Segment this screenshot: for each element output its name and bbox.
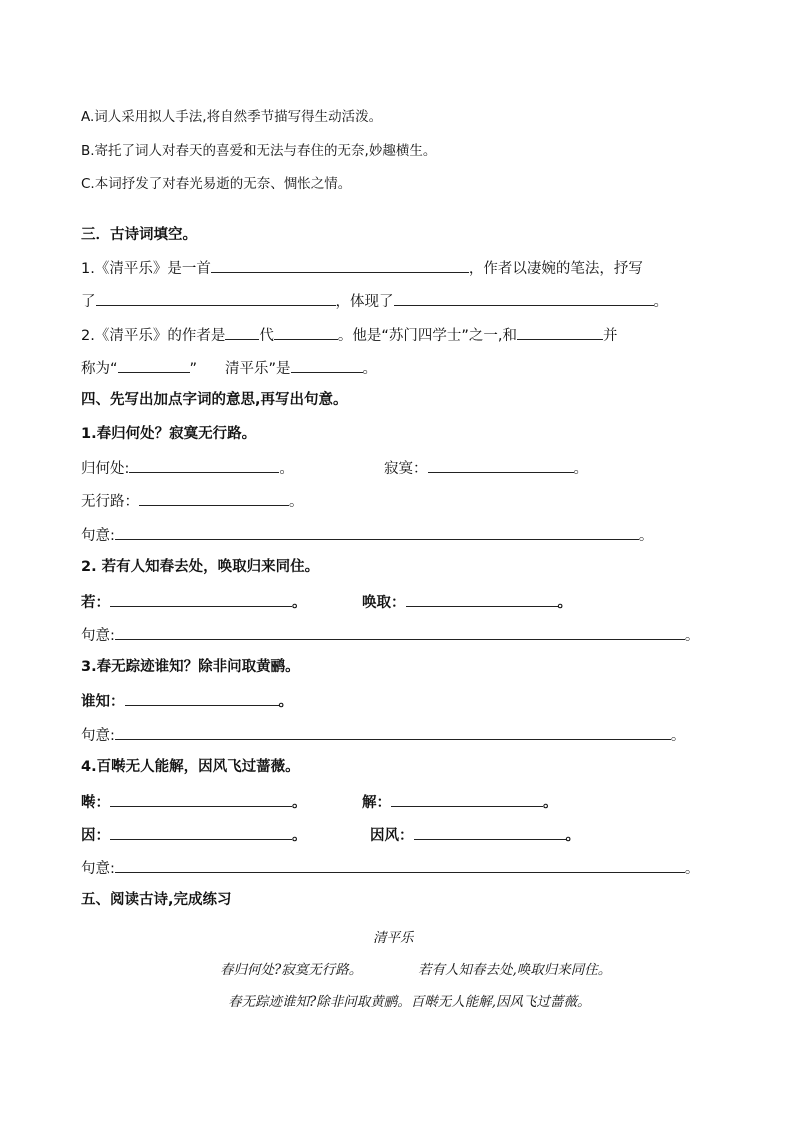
s3-q2-blank-author[interactable] [274, 324, 338, 340]
s4-q1-row1: 归何处: 。 [81, 457, 294, 479]
s3-q2-blank-title[interactable] [118, 357, 190, 373]
option-a: A.词人采用拟人手法,将自然季节描写得生动活泼。 [81, 109, 383, 125]
s3-q1-blank-content[interactable] [96, 290, 336, 306]
s4-q4-meaning: 句意: 。 [81, 857, 699, 879]
poem-title: 清平乐 [373, 930, 414, 946]
s4-q2-row1: 若： 。 [81, 591, 307, 613]
option-c: C.本词抒发了对春光易逝的无奈、惆怅之情。 [81, 176, 352, 192]
s3-q1-line2: 了 ，体现了 。 [81, 290, 668, 312]
s4-q2-blank-ruo[interactable] [110, 591, 292, 607]
s4-q4-blank-yinfeng[interactable] [414, 824, 566, 840]
s4-q1-title: 1.春归何处？寂寞无行路。 [81, 426, 257, 442]
s4-q4-row2b: 因风： 。 [370, 824, 580, 846]
section5-heading: 五、阅读古诗,完成练习 [81, 892, 232, 908]
s4-q2-title: 2. 若有人知春去处，唤取归来同住。 [81, 559, 320, 575]
section4-heading: 四、先写出加点字词的意思,再写出句意。 [81, 392, 348, 408]
s4-q3-blank-shuizhi[interactable] [125, 690, 279, 706]
s4-q2-row1b: 唤取： 。 [362, 591, 572, 613]
s4-q1-blank-jimo[interactable] [428, 457, 574, 473]
s4-q3-title: 3.春无踪迹谁知？除非问取黄鹂。 [81, 659, 300, 675]
s4-q4-blank-zhuan[interactable] [110, 791, 292, 807]
section3-heading: 三．古诗词填空。 [81, 227, 197, 243]
s3-q1-line1: 1.《清平乐》是一首 ，作者以凄婉的笔法，抒写 [81, 257, 643, 279]
s4-q4-row1b: 解： 。 [362, 791, 558, 813]
option-b: B.寄托了词人对春天的喜爱和无法与春住的无奈,妙趣横生。 [81, 143, 437, 159]
poem-line-1b: 若有人知春去处,唤取归来同住。 [418, 962, 612, 978]
s4-q4-blank-yin[interactable] [110, 824, 292, 840]
s3-q2-blank-type[interactable] [291, 357, 363, 373]
s4-q4-blank-jie[interactable] [391, 791, 543, 807]
s3-q1-blank-feeling[interactable] [394, 290, 654, 306]
s4-q4-row2: 因： 。 [81, 824, 307, 846]
s3-q1-blank-genre[interactable] [211, 257, 469, 273]
s4-q1-blank-meaning[interactable] [115, 524, 639, 540]
s4-q2-blank-huanqu[interactable] [406, 591, 558, 607]
s4-q1-blank-wuxinglu[interactable] [139, 490, 289, 506]
s3-q2-line1: 2.《清平乐》的作者是 代 。他是“苏门四学士”之一,和 并 [81, 324, 617, 346]
s4-q1-blank-guihechu[interactable] [129, 457, 279, 473]
s4-q1-row2: 无行路： 。 [81, 490, 304, 512]
s4-q1-meaning: 句意: 。 [81, 524, 653, 546]
poem-line-1a: 春归何处?寂寞无行路。 [220, 962, 363, 978]
poem-line-2: 春无踪迹谁知?除非问取黄鹂。百啭无人能解,因风飞过蔷薇。 [228, 994, 591, 1010]
s4-q4-title: 4.百啭无人能解，因风飞过蔷薇。 [81, 759, 300, 775]
s4-q1-row1b: 寂寞： 。 [384, 457, 588, 479]
s4-q4-blank-meaning[interactable] [115, 857, 685, 873]
s4-q2-blank-meaning[interactable] [115, 624, 685, 640]
s3-q2-blank-dynasty[interactable] [225, 324, 259, 340]
s4-q3-blank-meaning[interactable] [115, 724, 671, 740]
s4-q3-meaning: 句意: 。 [81, 724, 685, 746]
s3-q2-line2: 称为“ ” 清平乐”是 。 [81, 357, 377, 379]
s3-q2-blank-peer[interactable] [517, 324, 603, 340]
s4-q4-row1: 啭： 。 [81, 791, 307, 813]
s4-q2-meaning: 句意: 。 [81, 624, 699, 646]
s4-q3-row1: 谁知： 。 [81, 690, 293, 712]
